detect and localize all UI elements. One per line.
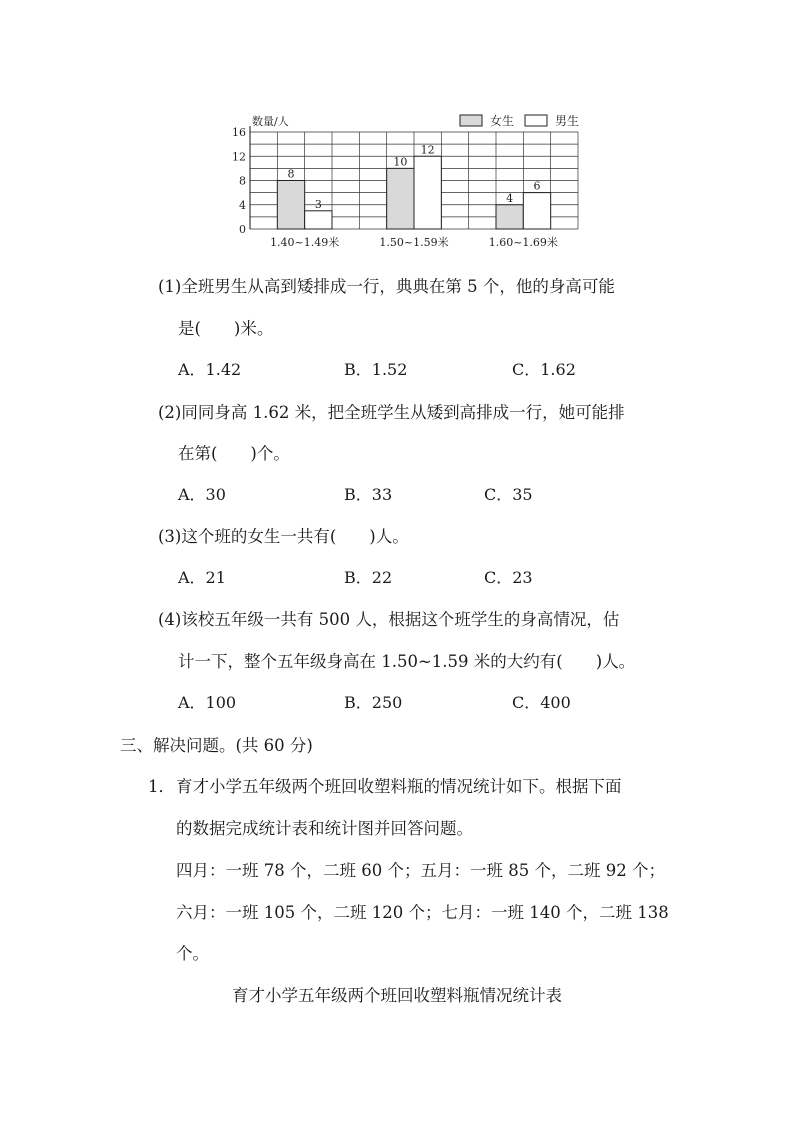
question-3-option-c: C．23 <box>484 568 533 587</box>
legend-swatch <box>525 115 547 126</box>
chart-svg <box>228 108 598 258</box>
question-4-option-a: A．100 <box>178 693 237 712</box>
question-2-line-2: 在第( )个。 <box>178 444 290 463</box>
y-axis-label: 数量/人 <box>252 115 289 128</box>
question-1-line-1: (1)全班男生从高到矮排成一行，典典在第 5 个，他的身高可能 <box>158 277 615 296</box>
question-4-line-2: 计一下，整个五年级身高在 1.50~1.59 米的大约有( )人。 <box>178 652 636 671</box>
y-tick-label: 4 <box>239 198 246 212</box>
data-label: 6 <box>533 179 541 193</box>
y-tick-label: 8 <box>239 174 246 188</box>
legend-label: 女生 <box>490 114 515 128</box>
bar <box>387 168 414 229</box>
problem-1-line-5: 个。 <box>176 944 209 963</box>
question-3-option-b: B．22 <box>344 568 393 587</box>
problem-1-line-3: 四月：一班 78 个，二班 60 个；五月：一班 85 个，二班 92 个； <box>176 861 665 880</box>
question-2-option-b: B．33 <box>344 485 393 504</box>
data-label: 8 <box>287 167 295 181</box>
data-label: 10 <box>393 155 408 169</box>
bar <box>414 156 441 229</box>
question-1-line-2: 是( )米。 <box>178 319 274 338</box>
question-4-option-b: B．250 <box>344 693 403 712</box>
question-2-option-c: C．35 <box>484 485 533 504</box>
y-tick-label: 12 <box>232 150 246 164</box>
bar <box>523 193 550 229</box>
question-4-line-1: (4)该校五年级一共有 500 人，根据这个班学生的身高情况，估 <box>158 610 620 629</box>
question-1-option-b: B．1.52 <box>344 360 408 379</box>
bar <box>496 205 523 229</box>
x-tick-label: 1.60~1.69米 <box>488 236 558 249</box>
data-label: 12 <box>420 143 435 157</box>
y-tick-label: 0 <box>239 223 246 236</box>
x-tick-label: 1.50~1.59米 <box>379 236 449 249</box>
problem-1-line-2: 的数据完成统计表和统计图并回答问题。 <box>176 819 473 838</box>
question-4-option-c: C．400 <box>512 693 571 712</box>
question-2-option-a: A．30 <box>178 485 226 504</box>
section-3-heading: 三、解决问题。(共 60 分) <box>120 736 313 755</box>
y-tick-label: 16 <box>232 126 246 139</box>
problem-1-line-4: 六月：一班 105 个，二班 120 个；七月：一班 140 个，二班 138 <box>176 903 669 922</box>
question-1-option-c: C．1.62 <box>512 360 576 379</box>
data-label: 4 <box>506 191 514 205</box>
problem-1-number: 1． <box>148 777 175 796</box>
problem-1-line-1: 育才小学五年级两个班回收塑料瓶的情况统计如下。根据下面 <box>176 777 622 796</box>
table-title: 育才小学五年级两个班回收塑料瓶情况统计表 <box>232 986 562 1005</box>
legend-swatch <box>460 115 482 126</box>
question-1-option-a: A．1.42 <box>178 360 242 379</box>
x-tick-label: 1.40~1.49米 <box>270 236 340 249</box>
data-label: 3 <box>314 197 322 211</box>
question-3-line-1: (3)这个班的女生一共有( )人。 <box>158 527 409 546</box>
height-bar-chart <box>228 108 598 258</box>
question-2-line-1: (2)同同身高 1.62 米，把全班学生从矮到高排成一行，她可能排 <box>158 403 625 422</box>
bar <box>277 181 304 230</box>
question-3-option-a: A．21 <box>178 568 226 587</box>
bar <box>305 211 332 229</box>
legend-label: 男生 <box>555 114 580 128</box>
